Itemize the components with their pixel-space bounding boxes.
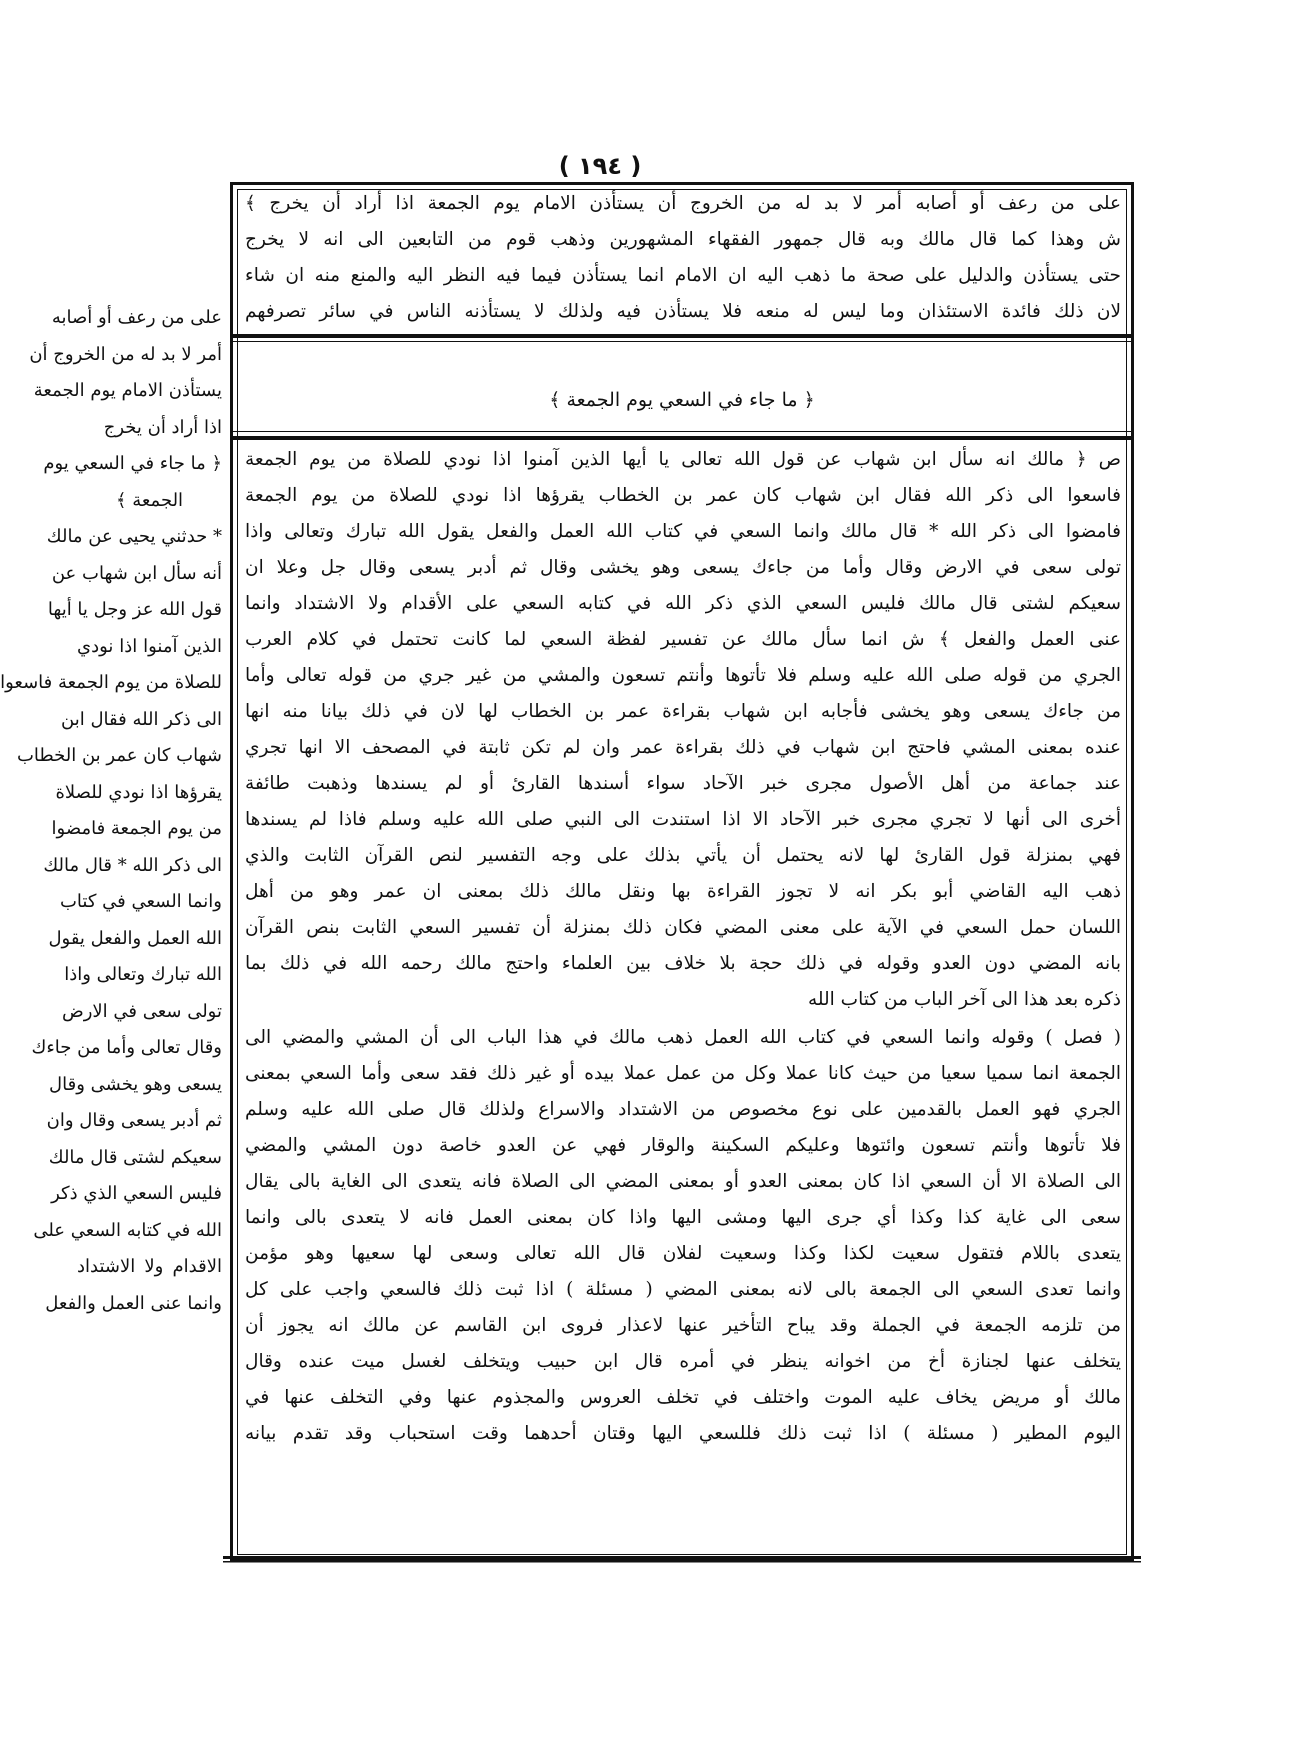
margin-line: أنه سأل ابن شهاب عن	[51, 562, 222, 584]
main-line: فاسعوا الى ذكر الله فقال ابن شهاب كان عمر بن الخطاب يقرؤها اذا نودي للصلاة من يوم الجمعة	[245, 485, 1121, 506]
margin-line: الاقدام ولا الاشتداد	[77, 1256, 222, 1277]
margin-line: ﴿ ما جاء في السعي يوم	[43, 453, 222, 474]
title-divider-thin	[231, 431, 1133, 432]
margin-line: وانما السعي في كتاب	[59, 891, 222, 912]
margin-line: سعيكم لشتى قال مالك	[48, 1146, 222, 1168]
header-line: على من رعف أو أصابه أمر لا بد له من الخروج أن يستأذن الامام يوم الجمعة اذا أراد أن يخرج ﴾	[245, 193, 1121, 214]
main-line: عنده بمعنى المشي فاحتج ابن شهاب في ذلك بقراءة عمر وان لم تكن ثابتة في المصحف الا انها تجري	[245, 737, 1121, 758]
title-divider	[231, 436, 1133, 440]
main-line: ذكره بعد هذا الى آخر الباب من كتاب الله	[807, 989, 1121, 1010]
margin-line: الجمعة ﴾	[115, 489, 184, 511]
margin-line: يستأذن الامام يوم الجمعة	[33, 380, 222, 401]
header-line: لان ذلك فائدة الاستئذان وما ليس له منعه فلا يستأذن فيه ولذلك لا يستأذنه الناس في سائر تصرفهم	[245, 301, 1121, 322]
main-line: عند جماعة من أهل الأصول مجرى خبر الآحاد سواء أسندها القارئ أو لم يسندها وذهبت طائفة	[245, 773, 1121, 794]
section-line: فلا تأتوها وأنتم تسعون وائتوها وعليكم السكينة والوقار فهي عن العدو خاصة دون المشي والمضي	[245, 1135, 1121, 1156]
header-line: حتى يستأذن والدليل على صحة ما ذهب اليه ان الامام انما يستأذن فيما فيه النظر اليه والمنع منه ان شاء	[245, 265, 1121, 286]
margin-line: الله تبارك وتعالى واذا	[64, 964, 222, 985]
margin-line: اذا أراد أن يخرج	[103, 416, 222, 438]
margin-line: الله العمل والفعل يقول	[48, 927, 222, 949]
section-line: ( فصل ) وقوله وانما السعي في كتاب الله العمل ذهب مالك في هذا الباب الى أن المشي والمضي الى	[245, 1027, 1121, 1048]
main-line: تولى سعى في الارض وقال وأما من جاءك يسعى وهو يخشى وقال ثم أدبر يسعى وقال جل وعلا ان	[245, 557, 1121, 578]
margin-line: على من رعف أو أصابه	[51, 307, 222, 328]
section-line: اليوم المطير ( مسئلة ) اذا ثبت ذلك فللسعي اليها وقتان أحدهما وقت استحباب وقد تقدم بيانه	[245, 1423, 1121, 1444]
margin-line: فليس السعي الذي ذكر	[51, 1183, 222, 1204]
main-line: بانه المضي دون العدو وقوله في ذلك حجة بلا خلاف بين العلماء واحتج مالك رحمه الله في ذلك بما	[245, 953, 1121, 974]
margin-line: الذين آمنوا اذا نودي	[77, 635, 222, 657]
main-paragraph	[245, 442, 1121, 1018]
main-line: من جاءك يسعى وهو يخشى فأجابه ابن شهاب بقراءة عمر بن الخطاب لها لان في ذلك بيانا منه انها	[245, 701, 1121, 722]
margin-text	[0, 300, 222, 1322]
main-line: ذهب اليه القاضي أبو بكر انه لا تجوز القراءة بها ونقل مالك ذلك بمعنى ان عمر وهو من أهل	[245, 881, 1121, 902]
main-line: ص ﴿ مالك انه سأل ابن شهاب عن قول الله تعالى يا أيها الذين آمنوا اذا نودي للصلاة من يوم الجمعة	[245, 449, 1121, 470]
margin-line: الله في كتابه السعي على	[33, 1219, 222, 1241]
section-line: الى الصلاة الا أن السعي اذا كان بمعنى العدو أو بمعنى المضي الى الصلاة فانه يتعدى الى الغاية بالى يقال	[245, 1171, 1121, 1192]
chapter-title: ﴿ ما جاء في السعي يوم الجمعة ﴾	[549, 389, 815, 411]
margin-line: الى ذكر الله فقال ابن	[61, 708, 222, 730]
margin-line: للصلاة من يوم الجمعة فاسعوا	[0, 672, 222, 693]
section-line: الجمعة انما سميا سعيا من حيث كانا عملا وكل من عمل عملا بيده أو غير ذلك فقد سعى وأما السعي بمعنى	[245, 1063, 1121, 1084]
page-number: ( ١٩٤ )	[558, 152, 642, 180]
bottom-border-ornament	[223, 1556, 1141, 1564]
margin-line: وانما عنى العمل والفعل	[45, 1292, 222, 1314]
main-line: سعيكم لشتى قال مالك فليس السعي الذي ذكر الله في كتابه السعي على الأقدام ولا الاشتداد وانما	[245, 593, 1121, 614]
margin-line: * حدثني يحيى عن مالك	[46, 526, 222, 547]
margin-line: يقرؤها اذا نودي للصلاة	[55, 781, 222, 803]
section-line: مالك أو مريض يخاف عليه الموت واختلف في تخلف العروس والمجذوم عنها وفي التخلف عنها في	[245, 1387, 1121, 1408]
margin-line: قول الله عز وجل يا أيها	[47, 599, 222, 620]
margin-line: تولى سعى في الارض	[61, 1000, 222, 1022]
main-line: أخرى الى أنها لا تجري مجرى خبر الآحاد الا اذا استندت الى النبي صلى الله عليه وسلم فاذا لم يسندها	[245, 809, 1121, 830]
section-line: من تلزمه الجمعة في الجملة وقد يباح التأخير عنها لاعذار فروى ابن القاسم عن مالك انه يجوز أن	[245, 1315, 1121, 1336]
main-line: فهي بمنزلة قول القارئ لها لانه يحتمل أن يأتي بذلك على وجه التفسير لنص القرآن الثابت والذي	[245, 845, 1121, 866]
section-line: يتعدى باللام فتقول سعيت لكذا وكذا وسعيت لفلان قال الله تعالى وسعى لها سعيها وهو مؤمن	[245, 1243, 1121, 1264]
margin-line: يسعى وهو يخشى وقال	[49, 1073, 222, 1095]
main-line: اللسان حمل السعي في الآية على معنى المضي فكان ذلك بمنزلة أن تفسير السعي الثابت بنص القرآن	[245, 917, 1121, 938]
section-line: الجري فهو العمل بالقدمين على نوع مخصوص من الاشتداد والاسراع ولذلك قال صلى الله عليه وسلم	[245, 1099, 1121, 1120]
section-line: سعى الى غاية كذا وكذا أي جرى اليها ومشى اليها واذا كان بمعنى العمل فانه لا يتعدى بالى وانما	[245, 1207, 1121, 1228]
top-divider-thin	[231, 341, 1133, 342]
main-line: عنى العمل والفعل ﴾ ش انما سأل مالك عن تفسير لفظة السعي لما كانت تحتمل في كلام العرب	[245, 629, 1121, 650]
margin-line: من يوم الجمعة فامضوا	[51, 818, 222, 839]
top-divider	[231, 334, 1133, 338]
header-line: ش وهذا كما قال مالك وبه قال جمهور الفقهاء المشهورين وذهب قوم من التابعين الى انه لا يخرج	[245, 229, 1121, 250]
header-paragraph	[245, 186, 1121, 330]
margin-line: الى ذكر الله * قال مالك	[43, 854, 222, 876]
margin-line: ثم أدبر يسعى وقال وان	[46, 1110, 222, 1131]
section-paragraph	[245, 1020, 1121, 1452]
margin-line: شهاب كان عمر بن الخطاب	[16, 745, 222, 766]
section-line: وانما تعدى السعي الى الجمعة بالى لانه بمعنى المضي ( مسئلة ) اذا ثبت ذلك فالسعي واجب على كل	[245, 1279, 1121, 1300]
main-line: فامضوا الى ذكر الله * قال مالك وانما السعي في كتاب الله العمل والفعل يقول الله تبارك وتعالى واذا	[245, 521, 1121, 542]
margin-line: أمر لا بد له من الخروج أن	[29, 343, 222, 365]
section-line: يتخلف عنها لجنازة أخ من اخوانه ينظر في أمره قال ابن حبيب ويتخلف لغسل ميت عنده وقال	[245, 1351, 1121, 1372]
margin-line: وقال تعالى وأما من جاءك	[31, 1037, 222, 1058]
main-line: الجري من قوله صلى الله عليه وسلم فلا تأتوها وأنتم تسعون والمشي من غير جري من قوله تعالى وأما	[245, 665, 1121, 686]
